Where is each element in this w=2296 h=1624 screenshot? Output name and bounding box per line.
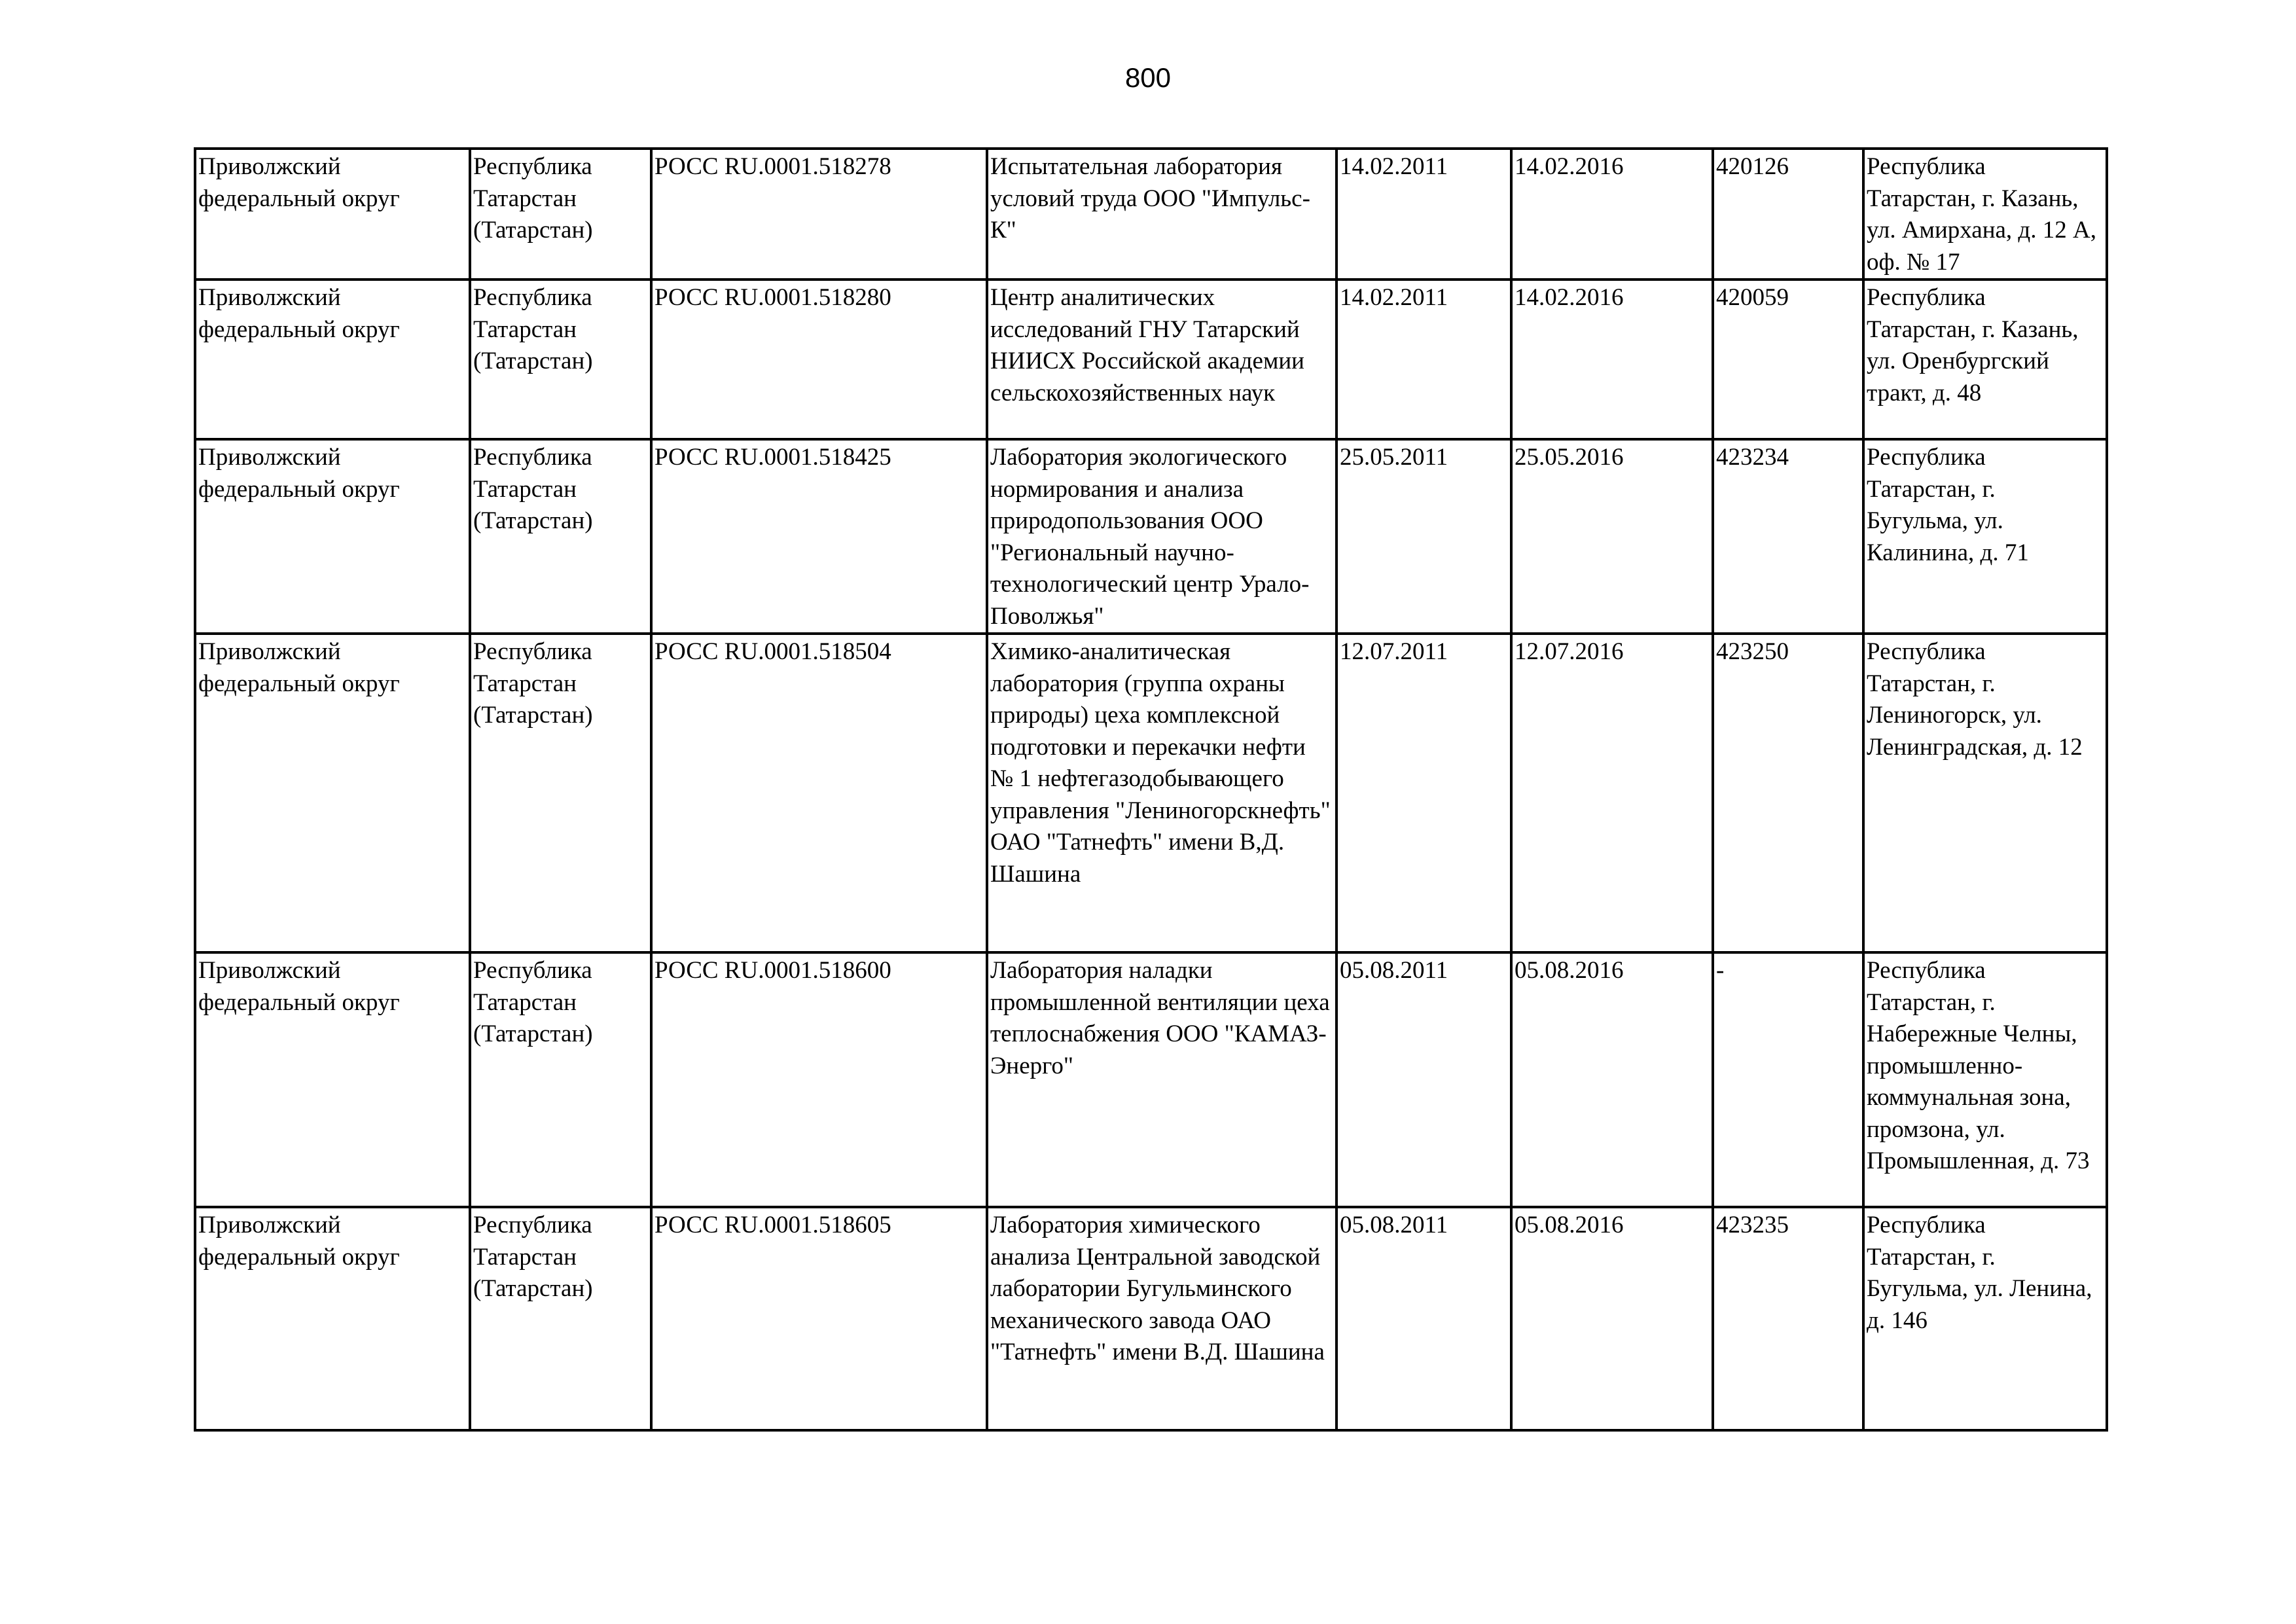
- postal-index-cell: 420126: [1713, 149, 1863, 280]
- laboratory-name-cell: Лаборатория химического анализа Центральной заводской лаборатории Бугульминского механического завода ОАО "Татнефть" имени В.Д. Шашина: [987, 1207, 1336, 1430]
- table-row: [195, 280, 2107, 439]
- date-to-cell: 25.05.2016: [1511, 439, 1713, 634]
- date-from-cell: 14.02.2011: [1336, 280, 1511, 439]
- region-cell: Республика Татарстан (Татарстан): [470, 149, 651, 280]
- region-cell: Республика Татарстан (Татарстан): [470, 634, 651, 952]
- table-row: [195, 1207, 2107, 1430]
- laboratory-name-cell: Лаборатория наладки промышленной вентиляции цеха теплоснабжения ООО "КАМАЗ-Энерго": [987, 952, 1336, 1207]
- date-to-cell: 05.08.2016: [1511, 1207, 1713, 1430]
- certificate-number-cell: РОСС RU.0001.518280: [651, 280, 987, 439]
- date-from-cell: 05.08.2011: [1336, 1207, 1511, 1430]
- district-cell: Приволжский федеральный округ: [195, 952, 470, 1207]
- laboratory-name-cell: Лаборатория экологического нормирования и анализа природопользования ООО "Региональный научно-технологический центр Урало-Поволжья": [987, 439, 1336, 634]
- postal-index-cell: 423234: [1713, 439, 1863, 634]
- laboratory-name-cell: Испытательная лаборатория условий труда ООО "Импульс-К": [987, 149, 1336, 280]
- table-row: [195, 149, 2107, 280]
- laboratory-name-cell: Химико-аналитическая лаборатория (группа охраны природы) цеха комплексной подготовки и перекачки нефти № 1 нефтегазодобывающего управления "Лениногорскнефть" ОАО "Татнефть" имени В,Д. Шашина: [987, 634, 1336, 952]
- certificate-number-cell: РОСС RU.0001.518504: [651, 634, 987, 952]
- laboratory-name-cell: Центр аналитических исследований ГНУ Татарский НИИСХ Российской академии сельскохозяйственных наук: [987, 280, 1336, 439]
- certificate-number-cell: РОСС RU.0001.518425: [651, 439, 987, 634]
- postal-index-cell: 423235: [1713, 1207, 1863, 1430]
- table-row: [195, 634, 2107, 952]
- page-number: 800: [1124, 62, 1172, 93]
- table-row: [195, 952, 2107, 1207]
- postal-index-cell: 423250: [1713, 634, 1863, 952]
- date-from-cell: 14.02.2011: [1336, 149, 1511, 280]
- date-to-cell: 05.08.2016: [1511, 952, 1713, 1207]
- date-to-cell: 14.02.2016: [1511, 280, 1713, 439]
- address-cell: Республика Татарстан, г. Казань, ул. Амирхана, д. 12 А, оф. № 17: [1863, 149, 2107, 280]
- region-cell: Республика Татарстан (Татарстан): [470, 1207, 651, 1430]
- table-row: [195, 439, 2107, 634]
- district-cell: Приволжский федеральный округ: [195, 149, 470, 280]
- region-cell: Республика Татарстан (Татарстан): [470, 280, 651, 439]
- postal-index-cell: -: [1713, 952, 1863, 1207]
- certificate-number-cell: РОСС RU.0001.518278: [651, 149, 987, 280]
- district-cell: Приволжский федеральный округ: [195, 439, 470, 634]
- certificate-number-cell: РОСС RU.0001.518600: [651, 952, 987, 1207]
- date-to-cell: 14.02.2016: [1511, 149, 1713, 280]
- address-cell: Республика Татарстан, г. Набережные Челны, промышленно-коммунальная зона, промзона, ул. Промышленная, д. 73: [1863, 952, 2107, 1207]
- district-cell: Приволжский федеральный округ: [195, 280, 470, 439]
- district-cell: Приволжский федеральный округ: [195, 634, 470, 952]
- address-cell: Республика Татарстан, г. Бугульма, ул. Ленина, д. 146: [1863, 1207, 2107, 1430]
- district-cell: Приволжский федеральный округ: [195, 1207, 470, 1430]
- certificate-number-cell: РОСС RU.0001.518605: [651, 1207, 987, 1430]
- postal-index-cell: 420059: [1713, 280, 1863, 439]
- registry-table: [194, 147, 2108, 1432]
- address-cell: Республика Татарстан, г. Казань, ул. Оренбургский тракт, д. 48: [1863, 280, 2107, 439]
- date-to-cell: 12.07.2016: [1511, 634, 1713, 952]
- address-cell: Республика Татарстан, г. Бугульма, ул. Калинина, д. 71: [1863, 439, 2107, 634]
- date-from-cell: 25.05.2011: [1336, 439, 1511, 634]
- region-cell: Республика Татарстан (Татарстан): [470, 952, 651, 1207]
- region-cell: Республика Татарстан (Татарстан): [470, 439, 651, 634]
- date-from-cell: 05.08.2011: [1336, 952, 1511, 1207]
- date-from-cell: 12.07.2011: [1336, 634, 1511, 952]
- address-cell: Республика Татарстан, г. Лениногорск, ул. Ленинградская, д. 12: [1863, 634, 2107, 952]
